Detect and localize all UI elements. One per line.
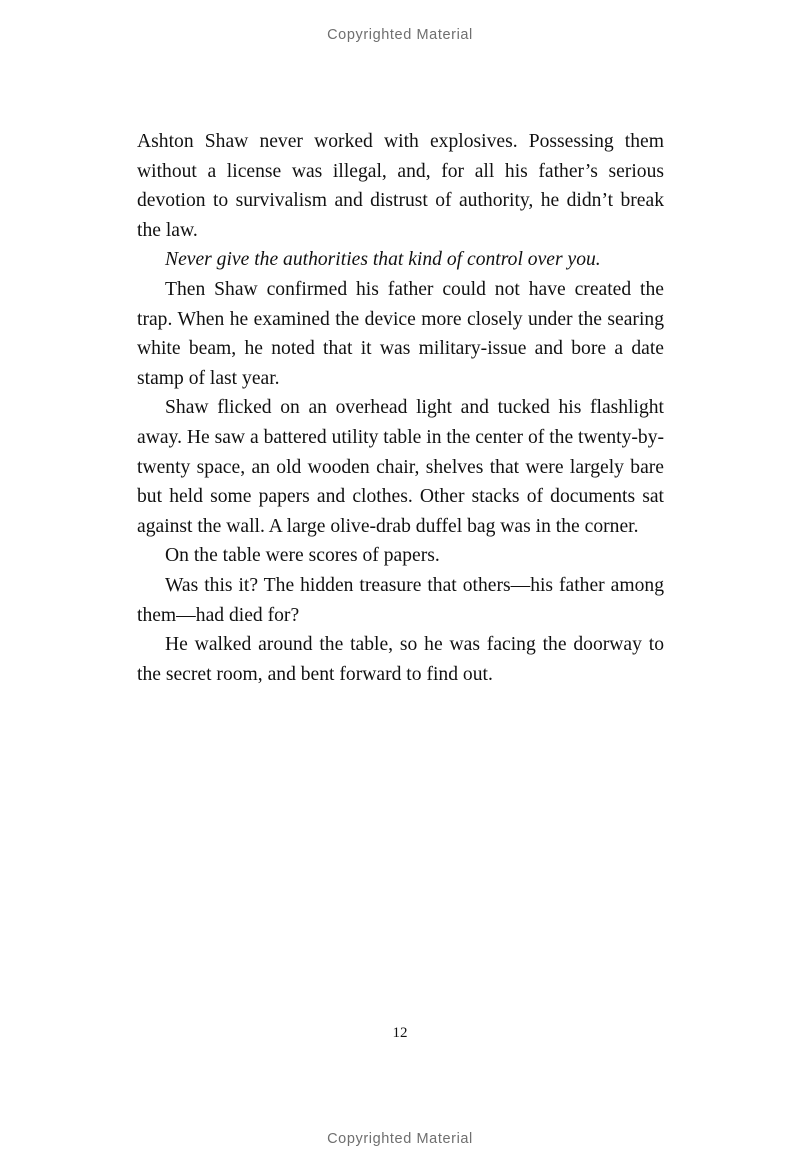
page-text-body (137, 127, 664, 689)
copyright-watermark-top: Copyrighted Material (327, 27, 473, 43)
page-number: 12 (392, 1025, 408, 1041)
paragraph-5: On the table were scores of papers. (165, 545, 440, 567)
copyright-watermark-bottom: Copyrighted Material (327, 1131, 473, 1147)
paragraph-1: Ashton Shaw never worked with explosives. Possessing them without a license was illegal, and, for all his father’s serious devotion to survivalism and distrust of authority, he didn’t break the law. (137, 131, 664, 241)
paragraph-3: Then Shaw confirmed his father could not have created the trap. When he examined the device more closely under the searing white beam, he noted that it was military-issue and bore a date stamp of last year. (137, 278, 664, 389)
paragraph-2-italic-line: Never give the authorities that kind of control over you. (165, 249, 601, 271)
paragraph-6: Was this it? The hidden treasure that others—his father among them—had died for? (137, 574, 664, 626)
paragraph-4: Shaw flicked on an overhead light and tucked his flashlight away. He saw a battered utility table in the center of the twenty-by-twenty space, an old wooden chair, shelves that were largely bare but held some papers and clothes. Other stacks of documents sat against the wall. A large olive-drab duffel bag was in the corner. (137, 397, 665, 537)
paragraph-7: He walked around the table, so he was facing the doorway to the secret room, and bent forward to find out. (137, 634, 664, 685)
